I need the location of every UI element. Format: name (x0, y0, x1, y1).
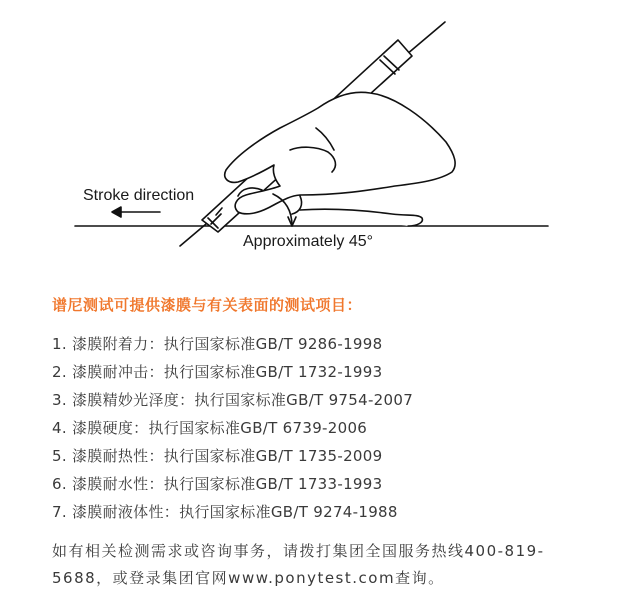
list-item: 5. 漆膜耐热性：执行国家标准GB/T 1735-2009 (52, 447, 383, 465)
stroke-direction-label: Stroke direction (83, 187, 195, 204)
list-item: 1. 漆膜附着力：执行国家标准GB/T 9286-1998 (52, 335, 383, 353)
list-item: 6. 漆膜耐水性：执行国家标准GB/T 1733-1993 (52, 475, 383, 493)
list-item: 4. 漆膜硬度：执行国家标准GB/T 6739-2006 (52, 419, 368, 437)
contact-paragraph: 如有相关检测需求或咨询事务，请拨打集团全国服务热线400-819-5688，或登录集团官网www.ponytest.com查询。 (52, 542, 545, 587)
test-items-list (52, 333, 413, 529)
list-item: 3. 漆膜精妙光泽度：执行国家标准GB/T 9754-2007 (52, 391, 414, 409)
list-item: 7. 漆膜耐液体性：执行国家标准GB/T 9274-1988 (52, 503, 398, 521)
hand (225, 92, 455, 214)
test-items-heading: 谱尼测试可提供漆膜与有关表面的测试项目： (52, 296, 363, 314)
resting-finger (300, 209, 422, 226)
pencil-hardness-illustration (0, 0, 625, 270)
angle-label: Approximately 45° (243, 233, 374, 250)
list-item: 2. 漆膜耐冲击：执行国家标准GB/T 1732-1993 (52, 363, 383, 381)
